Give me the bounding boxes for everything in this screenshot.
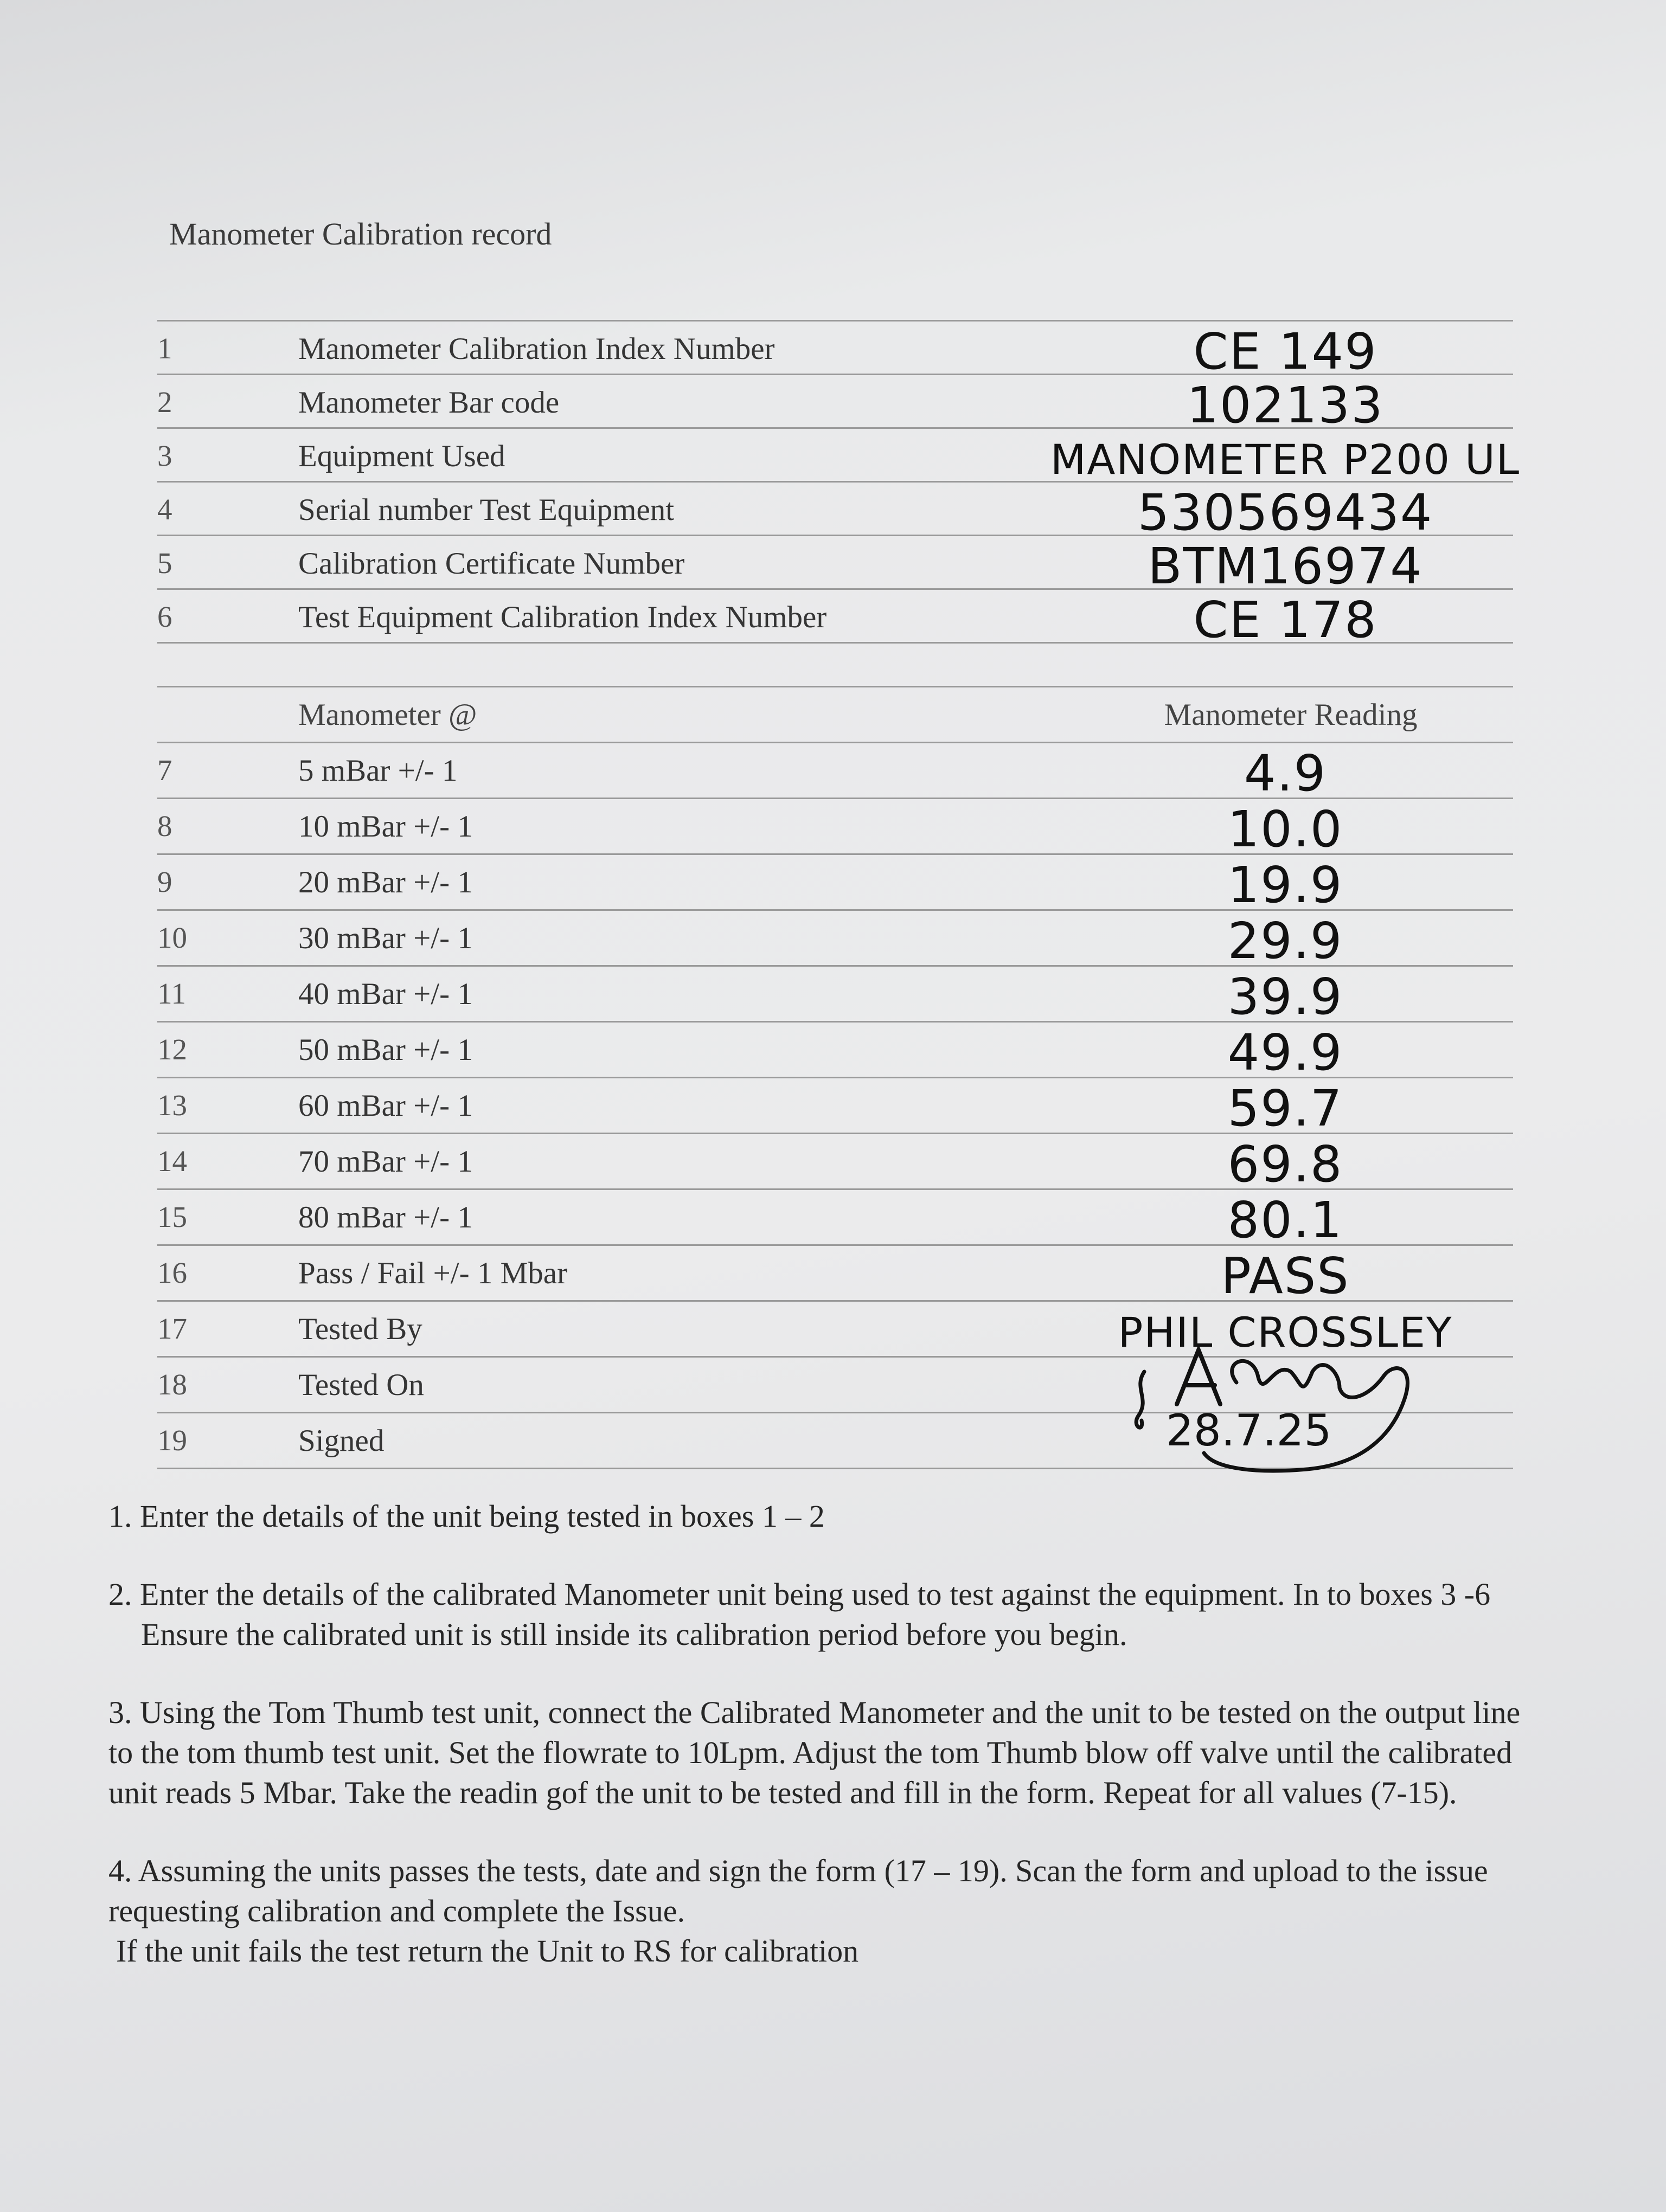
handwritten-value: 530569434 [1137, 484, 1433, 542]
handwritten-value: PHIL CROSSLEY [1118, 1308, 1453, 1356]
instruction-4-note: If the unit fails the test return the Unit to RS for calibration [116, 1933, 859, 1969]
handwritten-value: 49.9 [1227, 1024, 1343, 1082]
handwritten-value: MANOMETER P200 UL [1050, 435, 1521, 484]
table-row [157, 535, 1513, 595]
row-label: Calibration Certificate Number [298, 546, 685, 581]
handwritten-value: BTM16974 [1148, 537, 1423, 595]
table-row [157, 320, 1513, 381]
handwritten-value: CE 178 [1193, 591, 1377, 649]
row-label: 70 mBar +/- 1 [298, 1144, 473, 1179]
row-label: Equipment Used [298, 439, 505, 473]
row-number: 7 [157, 754, 172, 787]
table-row [157, 1244, 1513, 1305]
handwritten-value: 69.8 [1227, 1135, 1343, 1193]
handwritten-value: PASS [1221, 1247, 1350, 1305]
row-number: 8 [157, 809, 172, 843]
details-table [157, 320, 1521, 649]
row-label: 30 mBar +/- 1 [298, 921, 473, 955]
table-row [157, 1021, 1513, 1082]
table-row [157, 853, 1513, 914]
row-label: 10 mBar +/- 1 [298, 809, 473, 844]
instructions-section [108, 1496, 1551, 2009]
row-label: Signed [298, 1424, 385, 1458]
table-row [157, 965, 1513, 1026]
handwritten-value: 29.9 [1227, 912, 1343, 970]
table-row [157, 427, 1521, 484]
table-header-row [157, 686, 1513, 742]
handwritten-value: 102133 [1187, 376, 1384, 434]
row-number: 11 [157, 977, 186, 1010]
handwritten-value: 80.1 [1227, 1191, 1343, 1249]
instruction-3: 3. Using the Tom Thumb test unit, connect the Calibrated Manometer and the unit to be tested on the output line to the tom thumb test unit. Set the flowrate to 10Lpm. Adjust the tom Thumb blow off valve until the calibrated unit reads 5 Mbar. Take the readin gof the unit to be tested and fill in the form. Repeat for all values (7-15). [108, 1695, 1521, 1810]
handwritten-value: 39.9 [1227, 968, 1343, 1026]
instruction-1: 1. Enter the details of the unit being tested in boxes 1 – 2 [108, 1499, 825, 1534]
row-number: 12 [157, 1033, 187, 1066]
tested-on-date: 28.7.25 [1166, 1405, 1332, 1456]
row-number: 2 [157, 385, 172, 419]
handwritten-value: 59.7 [1227, 1079, 1343, 1137]
row-number: 9 [157, 865, 172, 898]
row-number: 17 [157, 1312, 187, 1345]
row-number: 13 [157, 1089, 187, 1122]
table-row [157, 742, 1513, 802]
handwritten-value: CE 149 [1193, 323, 1377, 381]
row-number: 15 [157, 1200, 187, 1233]
row-number: 16 [157, 1256, 187, 1289]
table-row [157, 1077, 1513, 1137]
row-label: 50 mBar +/- 1 [298, 1033, 473, 1067]
instruction-2-text: 2. Enter the details of the calibrated Manometer unit being used to test against the equipment. In to boxes 3 -6 [108, 1577, 1491, 1612]
table-row [157, 1188, 1513, 1249]
row-label: Manometer Calibration Index Number [298, 332, 775, 366]
row-number: 14 [157, 1144, 187, 1178]
instruction-2-note: Ensure the calibrated unit is still inside its calibration period before you begin. [141, 1617, 1127, 1652]
row-number: 1 [157, 332, 172, 365]
instruction-4-text: 4. Assuming the units passes the tests, date and sign the form (17 – 19). Scan the form and upload to the issue requesting calibration and complete the Issue. [108, 1853, 1488, 1928]
row-number: 5 [157, 546, 172, 580]
table-row [157, 1133, 1513, 1193]
column-header-manometer-reading: Manometer Reading [1164, 698, 1418, 732]
instruction-2 [108, 1574, 1551, 1655]
row-number: 19 [157, 1424, 187, 1457]
row-label: Serial number Test Equipment [298, 493, 675, 527]
row-label: Tested By [298, 1312, 422, 1346]
handwritten-value: 4.9 [1244, 744, 1327, 802]
table-row [157, 909, 1513, 970]
row-label: 20 mBar +/- 1 [298, 865, 473, 899]
row-label: Test Equipment Calibration Index Number [298, 600, 827, 634]
column-header-manometer-at: Manometer @ [298, 698, 477, 732]
row-number: 18 [157, 1368, 187, 1401]
row-label: 40 mBar +/- 1 [298, 977, 473, 1011]
table-row [157, 798, 1513, 858]
row-label: Pass / Fail +/- 1 Mbar [298, 1256, 568, 1290]
row-label: 60 mBar +/- 1 [298, 1089, 473, 1123]
row-number: 6 [157, 600, 172, 633]
row-number: 10 [157, 921, 187, 954]
table-row [157, 588, 1513, 649]
handwritten-value: 19.9 [1227, 856, 1343, 914]
row-label: Tested On [298, 1368, 424, 1402]
row-number: 4 [157, 493, 172, 526]
row-label: 80 mBar +/- 1 [298, 1200, 473, 1234]
handwritten-value: 10.0 [1227, 800, 1343, 858]
row-number: 3 [157, 439, 172, 472]
row-label: Manometer Bar code [298, 385, 560, 420]
table-row [157, 374, 1513, 434]
row-label: 5 mBar +/- 1 [298, 754, 458, 788]
document-title: Manometer Calibration record [169, 216, 552, 252]
table-row [157, 481, 1513, 542]
instruction-4 [108, 1851, 1551, 1971]
